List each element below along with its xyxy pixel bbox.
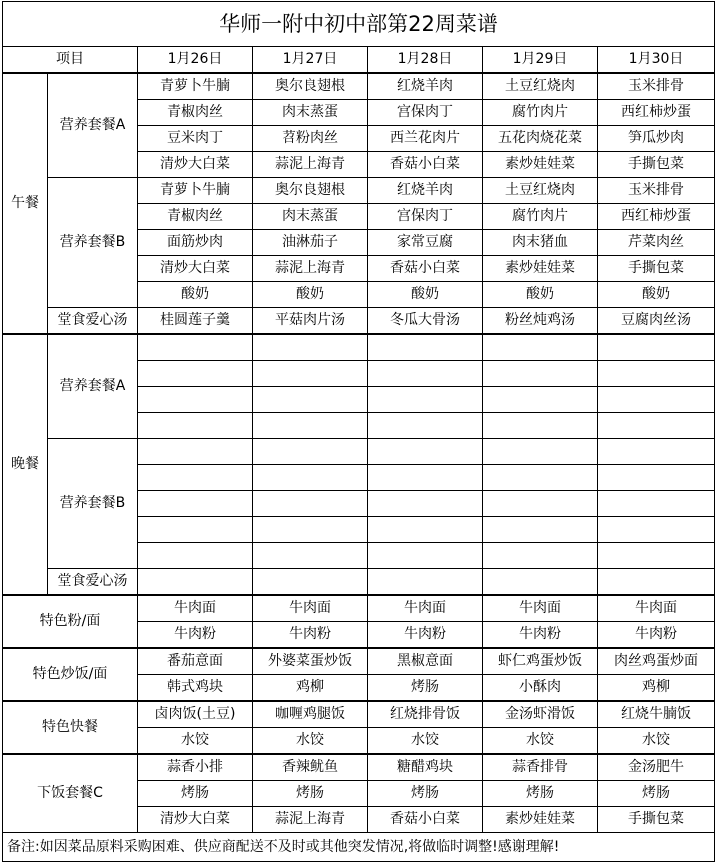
menu-cell: 腐竹肉片 — [483, 204, 598, 230]
empty-cell — [598, 413, 715, 439]
menu-cell: 西红柿炒蛋 — [598, 204, 715, 230]
empty-cell — [483, 517, 598, 543]
menu-cell: 红烧排骨饭 — [368, 701, 483, 728]
empty-cell — [483, 439, 598, 465]
menu-cell: 土豆红烧肉 — [483, 73, 598, 100]
header-date: 1月26日 — [138, 47, 253, 74]
menu-cell: 素炒娃娃菜 — [483, 807, 598, 833]
menu-cell: 烤肠 — [138, 781, 253, 807]
empty-cell — [483, 465, 598, 491]
empty-cell — [368, 361, 483, 387]
empty-cell — [598, 387, 715, 413]
dinner-set-a-label: 营养套餐A — [48, 334, 138, 439]
menu-cell: 肉末蒸蛋 — [253, 204, 368, 230]
menu-cell: 酸奶 — [598, 282, 715, 308]
header-date: 1月29日 — [483, 47, 598, 74]
empty-cell — [253, 413, 368, 439]
empty-cell — [483, 387, 598, 413]
menu-cell: 青椒肉丝 — [138, 204, 253, 230]
menu-cell: 红烧羊肉 — [368, 178, 483, 204]
menu-cell: 土豆红烧肉 — [483, 178, 598, 204]
menu-cell: 笋瓜炒肉 — [598, 126, 715, 152]
empty-cell — [253, 465, 368, 491]
empty-cell — [138, 387, 253, 413]
footer-note: 备注:如因菜品原料采购困难、供应商配送不及时或其他突发情况,将做临时调整!感谢理解! — [3, 833, 715, 862]
menu-cell: 鸡柳 — [598, 675, 715, 702]
menu-cell: 芹菜肉丝 — [598, 230, 715, 256]
dinner-soup-label: 堂食爱心汤 — [48, 569, 138, 596]
empty-cell — [368, 543, 483, 569]
empty-cell — [598, 334, 715, 361]
menu-cell: 酸奶 — [483, 282, 598, 308]
menu-cell: 卤肉饭(土豆) — [138, 701, 253, 728]
empty-cell — [483, 569, 598, 596]
empty-cell — [598, 465, 715, 491]
menu-cell: 牛肉粉 — [138, 622, 253, 649]
empty-cell — [138, 465, 253, 491]
menu-cell: 酸奶 — [253, 282, 368, 308]
dinner-set-b-label: 营养套餐B — [48, 439, 138, 569]
menu-cell: 牛肉面 — [138, 595, 253, 622]
menu-cell: 金汤虾滑饭 — [483, 701, 598, 728]
menu-cell: 奥尔良翅根 — [253, 178, 368, 204]
menu-cell: 酸奶 — [138, 282, 253, 308]
empty-cell — [368, 413, 483, 439]
menu-cell: 小酥肉 — [483, 675, 598, 702]
menu-cell: 鸡柳 — [253, 675, 368, 702]
menu-cell: 酸奶 — [368, 282, 483, 308]
menu-cell: 五花肉烧花菜 — [483, 126, 598, 152]
menu-cell: 香菇小白菜 — [368, 152, 483, 178]
empty-cell — [138, 413, 253, 439]
empty-cell — [483, 334, 598, 361]
menu-cell: 冬瓜大骨汤 — [368, 308, 483, 335]
empty-cell — [253, 361, 368, 387]
empty-cell — [483, 543, 598, 569]
menu-cell: 蒜香排骨 — [483, 754, 598, 781]
menu-cell: 素炒娃娃菜 — [483, 152, 598, 178]
menu-cell: 红烧羊肉 — [368, 73, 483, 100]
menu-cell: 水饺 — [368, 728, 483, 755]
menu-cell: 蒜泥上海青 — [253, 807, 368, 833]
empty-cell — [253, 543, 368, 569]
menu-cell: 宫保肉丁 — [368, 204, 483, 230]
menu-cell: 烤肠 — [483, 781, 598, 807]
empty-cell — [138, 491, 253, 517]
menu-cell: 烤肠 — [598, 781, 715, 807]
empty-cell — [253, 491, 368, 517]
empty-cell — [598, 491, 715, 517]
menu-cell: 红烧牛腩饭 — [598, 701, 715, 728]
menu-cell: 平菇肉片汤 — [253, 308, 368, 335]
dinner-label: 晚餐 — [3, 334, 48, 595]
menu-cell: 面筋炒肉 — [138, 230, 253, 256]
menu-cell: 金汤肥牛 — [598, 754, 715, 781]
empty-cell — [368, 439, 483, 465]
menu-cell: 水饺 — [598, 728, 715, 755]
menu-cell: 牛肉粉 — [483, 622, 598, 649]
menu-cell: 豆腐肉丝汤 — [598, 308, 715, 335]
empty-cell — [368, 465, 483, 491]
lunch-set-a-label: 营养套餐A — [48, 73, 138, 178]
menu-cell: 牛肉粉 — [253, 622, 368, 649]
menu-cell: 素炒娃娃菜 — [483, 256, 598, 282]
menu-cell: 奥尔良翅根 — [253, 73, 368, 100]
menu-cell: 水饺 — [253, 728, 368, 755]
empty-cell — [598, 569, 715, 596]
menu-cell: 蒜泥上海青 — [253, 256, 368, 282]
menu-cell: 家常豆腐 — [368, 230, 483, 256]
menu-cell: 水饺 — [483, 728, 598, 755]
empty-cell — [253, 334, 368, 361]
header-date: 1月27日 — [253, 47, 368, 74]
menu-cell: 手撕包菜 — [598, 256, 715, 282]
menu-cell: 牛肉粉 — [368, 622, 483, 649]
empty-cell — [598, 543, 715, 569]
header-date: 1月30日 — [598, 47, 715, 74]
menu-cell: 青萝卜牛腩 — [138, 178, 253, 204]
menu-cell: 宫保肉丁 — [368, 100, 483, 126]
menu-cell: 牛肉粉 — [598, 622, 715, 649]
menu-cell: 腐竹肉片 — [483, 100, 598, 126]
menu-cell: 玉米排骨 — [598, 73, 715, 100]
menu-cell: 西兰花肉片 — [368, 126, 483, 152]
empty-cell — [483, 491, 598, 517]
page-title: 华师一附中初中部第22周菜谱 — [3, 2, 715, 47]
menu-cell: 烤肠 — [253, 781, 368, 807]
empty-cell — [138, 334, 253, 361]
empty-cell — [368, 569, 483, 596]
empty-cell — [253, 569, 368, 596]
menu-cell: 虾仁鸡蛋炒饭 — [483, 648, 598, 675]
menu-cell: 清炒大白菜 — [138, 152, 253, 178]
fried-label: 特色炒饭/面 — [3, 648, 138, 701]
lunch-label: 午餐 — [3, 73, 48, 334]
empty-cell — [483, 413, 598, 439]
menu-table — [2, 1, 715, 862]
menu-cell: 蒜泥上海青 — [253, 152, 368, 178]
menu-cell: 清炒大白菜 — [138, 807, 253, 833]
empty-cell — [253, 439, 368, 465]
empty-cell — [368, 387, 483, 413]
empty-cell — [598, 439, 715, 465]
menu-cell: 青椒肉丝 — [138, 100, 253, 126]
menu-cell: 烤肠 — [368, 781, 483, 807]
empty-cell — [138, 543, 253, 569]
menu-cell: 韩式鸡块 — [138, 675, 253, 702]
empty-cell — [368, 517, 483, 543]
menu-cell: 肉丝鸡蛋炒面 — [598, 648, 715, 675]
menu-cell: 番茄意面 — [138, 648, 253, 675]
set-c-label: 下饭套餐C — [3, 754, 138, 833]
fast-label: 特色快餐 — [3, 701, 138, 754]
empty-cell — [138, 569, 253, 596]
menu-cell: 水饺 — [138, 728, 253, 755]
menu-cell: 清炒大白菜 — [138, 256, 253, 282]
empty-cell — [253, 387, 368, 413]
empty-cell — [483, 361, 598, 387]
empty-cell — [368, 491, 483, 517]
menu-cell: 烤肠 — [368, 675, 483, 702]
empty-cell — [138, 517, 253, 543]
menu-cell: 粉丝炖鸡汤 — [483, 308, 598, 335]
menu-cell: 苕粉肉丝 — [253, 126, 368, 152]
menu-cell: 手撕包菜 — [598, 807, 715, 833]
menu-cell: 油淋茄子 — [253, 230, 368, 256]
menu-cell: 玉米排骨 — [598, 178, 715, 204]
header-item: 项目 — [3, 47, 138, 74]
menu-cell: 糖醋鸡块 — [368, 754, 483, 781]
header-date: 1月28日 — [368, 47, 483, 74]
menu-cell: 牛肉面 — [368, 595, 483, 622]
menu-cell: 蒜香小排 — [138, 754, 253, 781]
menu-cell: 香菇小白菜 — [368, 807, 483, 833]
empty-cell — [253, 517, 368, 543]
lunch-soup-label: 堂食爱心汤 — [48, 308, 138, 335]
empty-cell — [598, 517, 715, 543]
menu-cell: 黑椒意面 — [368, 648, 483, 675]
menu-cell: 外婆菜蛋炒饭 — [253, 648, 368, 675]
empty-cell — [138, 439, 253, 465]
menu-cell: 豆米肉丁 — [138, 126, 253, 152]
menu-cell: 牛肉面 — [483, 595, 598, 622]
menu-cell: 桂圆莲子羹 — [138, 308, 253, 335]
menu-cell: 西红柿炒蛋 — [598, 100, 715, 126]
menu-cell: 手撕包菜 — [598, 152, 715, 178]
menu-cell: 牛肉面 — [598, 595, 715, 622]
empty-cell — [138, 361, 253, 387]
menu-cell: 香菇小白菜 — [368, 256, 483, 282]
menu-cell: 肉末蒸蛋 — [253, 100, 368, 126]
empty-cell — [598, 361, 715, 387]
menu-cell: 香辣鱿鱼 — [253, 754, 368, 781]
noodles-label: 特色粉/面 — [3, 595, 138, 648]
menu-cell: 青萝卜牛腩 — [138, 73, 253, 100]
menu-cell: 咖喱鸡腿饭 — [253, 701, 368, 728]
menu-cell: 肉末猪血 — [483, 230, 598, 256]
menu-cell: 牛肉面 — [253, 595, 368, 622]
empty-cell — [368, 334, 483, 361]
lunch-set-b-label: 营养套餐B — [48, 178, 138, 308]
